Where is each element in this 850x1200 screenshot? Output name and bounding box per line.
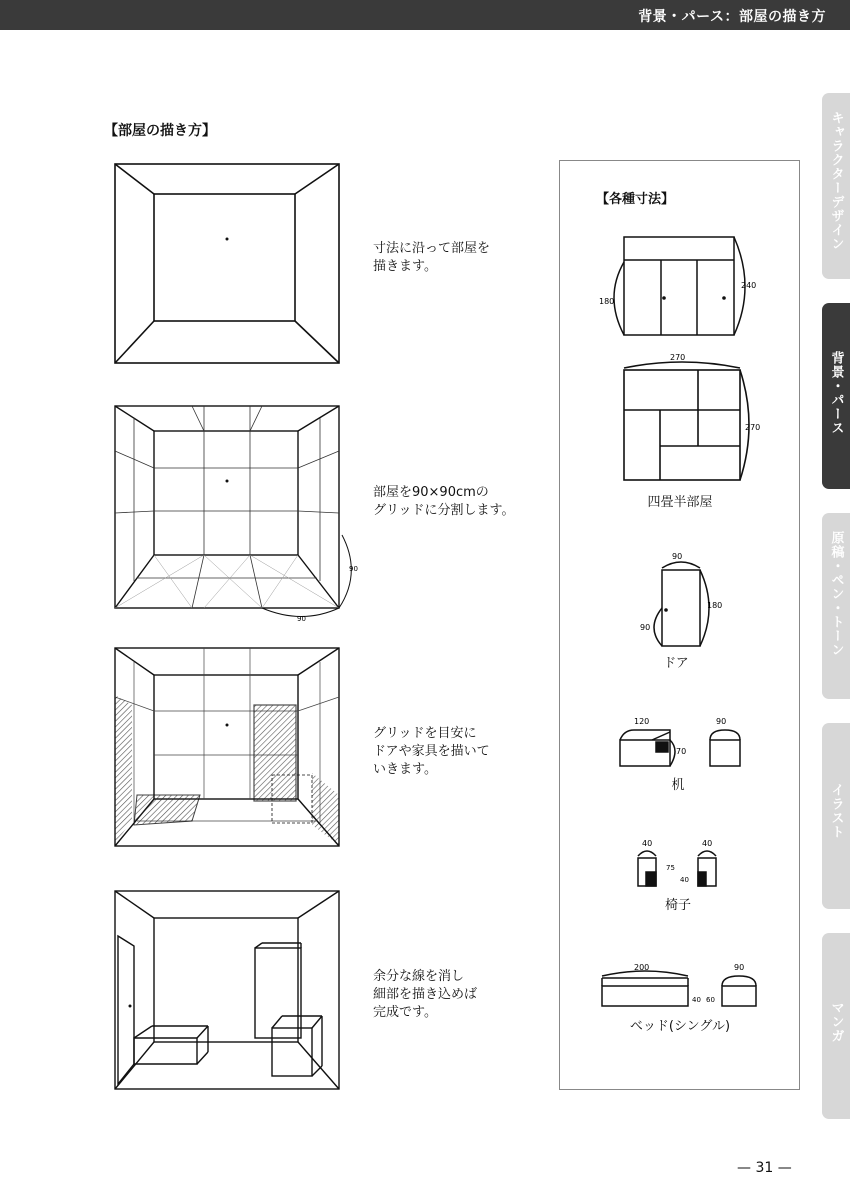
chair-depth-label: 40 — [702, 839, 713, 848]
door-swing-label: 90 — [640, 623, 651, 632]
side-tab-manga[interactable] — [822, 933, 850, 1119]
door-caption: ドア — [663, 656, 689, 671]
step1-text: 寸法に沿って部屋を 描きます。 — [373, 241, 491, 274]
page-number: — 31 — — [737, 1160, 792, 1176]
step1-room-figure — [112, 161, 342, 366]
closet-height-label: 180 — [599, 297, 615, 306]
desk-width-label: 120 — [634, 717, 650, 726]
bed-side-label: 60 — [706, 996, 715, 1004]
side-tab-label: キャラクターデザイン — [828, 111, 844, 251]
chair-caption: 椅子 — [664, 898, 691, 913]
dimensions-title: 【各種寸法】 — [596, 192, 675, 207]
bed-height-label: 40 — [692, 996, 701, 1004]
desk-caption: 机 — [671, 778, 685, 793]
step2-grid-figure — [112, 403, 362, 625]
tatami-figure — [600, 348, 770, 488]
door-width-label: 90 — [672, 552, 683, 561]
side-tab-label: イラスト — [828, 783, 844, 839]
chair-figure — [628, 836, 738, 892]
step2-dim-label: 90 — [349, 565, 358, 573]
side-tab-label: マンガ — [828, 1001, 844, 1043]
bed-caption: ベッド(シングル) — [629, 1019, 731, 1034]
bed-length-label: 200 — [634, 963, 650, 972]
door-height-label: 180 — [707, 601, 723, 610]
desk-height-label: 70 — [676, 747, 687, 756]
header-title: 背景・パース：部屋の描き方 — [638, 9, 826, 25]
door-figure — [638, 550, 728, 650]
tatami-caption: 四畳半部屋 — [647, 495, 713, 510]
tatami-depth-label: 270 — [745, 423, 761, 432]
chair-height-label: 75 — [666, 864, 675, 872]
desk-depth-label: 90 — [716, 717, 727, 726]
section-title: 【部屋の描き方】 — [104, 123, 216, 139]
tatami-width-label: 270 — [670, 353, 686, 362]
closet-figure — [596, 232, 766, 342]
step2-text: 部屋を90×90cmの グリッドに分割します。 — [373, 485, 515, 518]
bed-width-label: 90 — [734, 963, 745, 972]
side-tab-label: 背景・パース — [828, 351, 844, 435]
side-tab-background-perspective[interactable] — [822, 303, 850, 489]
side-tab-character-design[interactable] — [822, 93, 850, 279]
chair-seat-label: 40 — [680, 876, 689, 884]
side-tab-manuscript[interactable] — [822, 513, 850, 699]
step3-text: グリッドを目安に ドアや家具を描いて いきます。 — [373, 726, 490, 777]
step3-furniture-figure — [112, 645, 344, 849]
side-tab-illustration[interactable] — [822, 723, 850, 909]
desk-figure — [612, 712, 762, 772]
chair-width-label: 40 — [642, 839, 653, 848]
step4-finished-figure — [112, 888, 344, 1092]
step2-dim-label: 90 — [297, 615, 306, 623]
bed-figure — [598, 960, 768, 1012]
closet-width-label: 240 — [741, 281, 757, 290]
step4-text: 余分な線を消し 細部を描き込めば 完成です。 — [373, 969, 478, 1020]
side-tab-label: 原稿・ペン・トーン — [828, 531, 844, 657]
header-bar — [0, 0, 850, 30]
